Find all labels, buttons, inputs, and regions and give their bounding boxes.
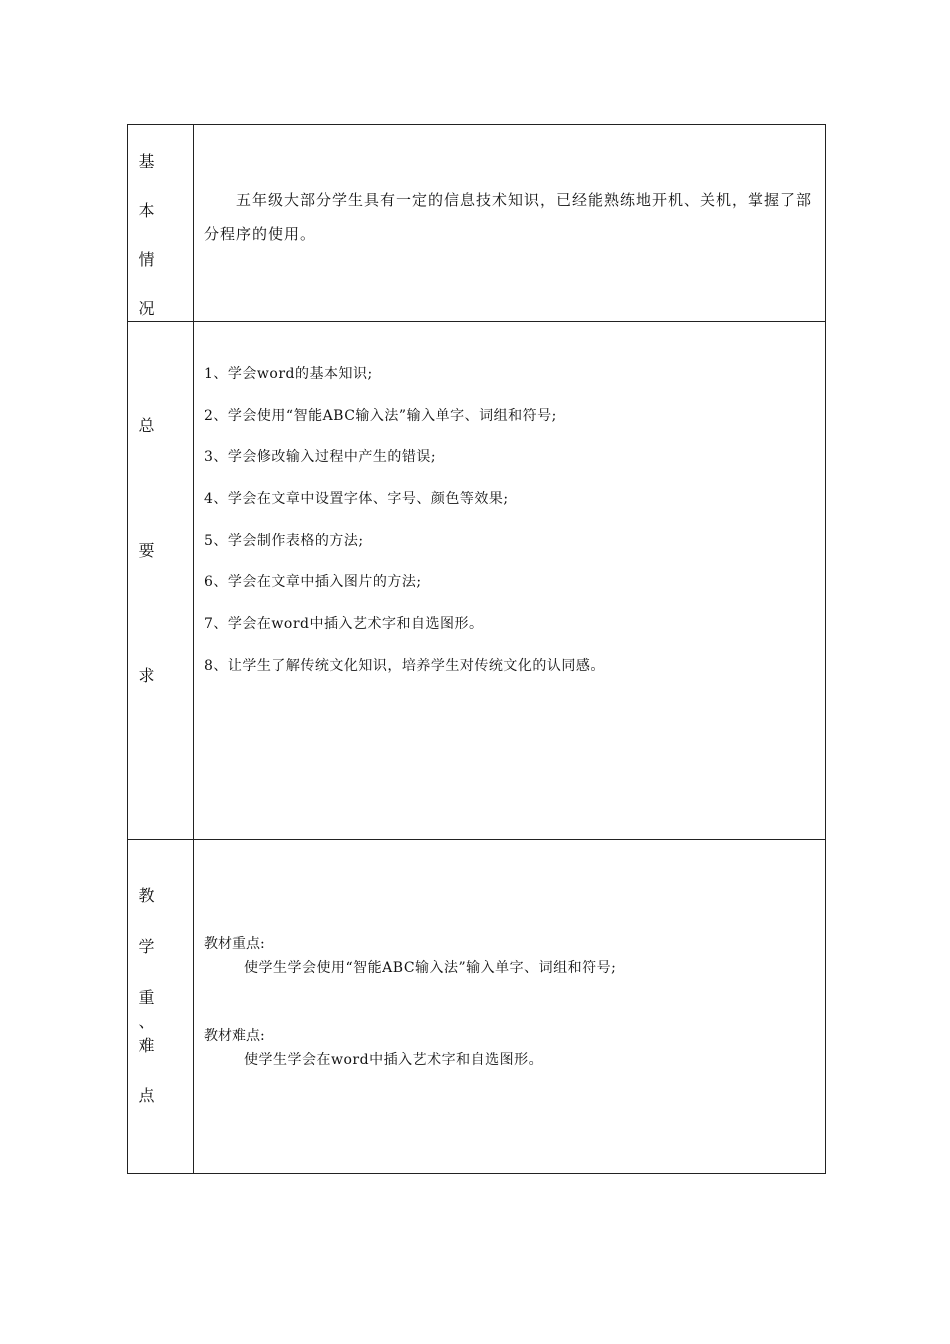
label-char: 基 <box>138 152 155 171</box>
label-char: 学 <box>138 937 155 956</box>
list-item: 2、学会使用“智能ABC输入法”输入单字、词组和符号; <box>204 407 557 424</box>
label-char: 要 <box>138 541 155 560</box>
list-item: 8、让学生了解传统文化知识，培养学生对传统文化的认同感。 <box>204 657 605 674</box>
difficult-points-title: 教材难点: <box>204 1028 265 1044</box>
table-row-general-requirements <box>128 322 826 840</box>
content-cell-general-requirements <box>194 322 826 840</box>
label-char: 本 <box>138 201 155 220</box>
requirements-list <box>204 364 817 698</box>
content-cell-basic-situation <box>194 125 826 322</box>
basic-situation-text: 五年级大部分学生具有一定的信息技术知识，已经能熟练地开机、关机，掌握了部分程序的使用。 <box>204 191 813 243</box>
list-item: 7、学会在word中插入艺术字和自选图形。 <box>204 616 484 633</box>
key-points-text: 使学生学会使用“智能ABC输入法”输入单字、词组和符号; <box>244 960 617 976</box>
list-item: 4、学会在文章中设置字体、字号、颜色等效果; <box>204 491 509 508</box>
label-cell-key-difficult-points <box>128 840 194 1174</box>
lesson-plan-sheet <box>127 124 826 1176</box>
difficult-points-text: 使学生学会在word中插入艺术字和自选图形。 <box>244 1052 544 1068</box>
label-char: 教 <box>138 886 155 905</box>
label-char: 况 <box>138 299 155 318</box>
label-char: 求 <box>138 666 155 685</box>
list-item: 5、学会制作表格的方法; <box>204 532 364 549</box>
label-cell-basic-situation <box>128 125 194 322</box>
lesson-plan-table <box>127 124 826 1174</box>
table-row-key-difficult-points <box>128 840 826 1174</box>
list-item: 1、学会word的基本知识; <box>204 366 373 382</box>
table-row-basic-situation <box>128 125 826 322</box>
label-char: 点 <box>138 1086 155 1105</box>
label-char: 、 <box>138 1012 155 1031</box>
content-cell-key-difficult-points <box>194 840 826 1174</box>
list-item: 3、学会修改输入过程中产生的错误; <box>204 449 437 466</box>
label-char: 情 <box>138 250 155 269</box>
key-points-title: 教材重点: <box>204 936 265 952</box>
label-cell-general-requirements <box>128 322 194 840</box>
label-char: 总 <box>138 416 155 435</box>
label-char: 重 <box>138 988 155 1007</box>
list-item: 6、学会在文章中插入图片的方法; <box>204 574 422 591</box>
label-char: 难 <box>138 1036 155 1055</box>
